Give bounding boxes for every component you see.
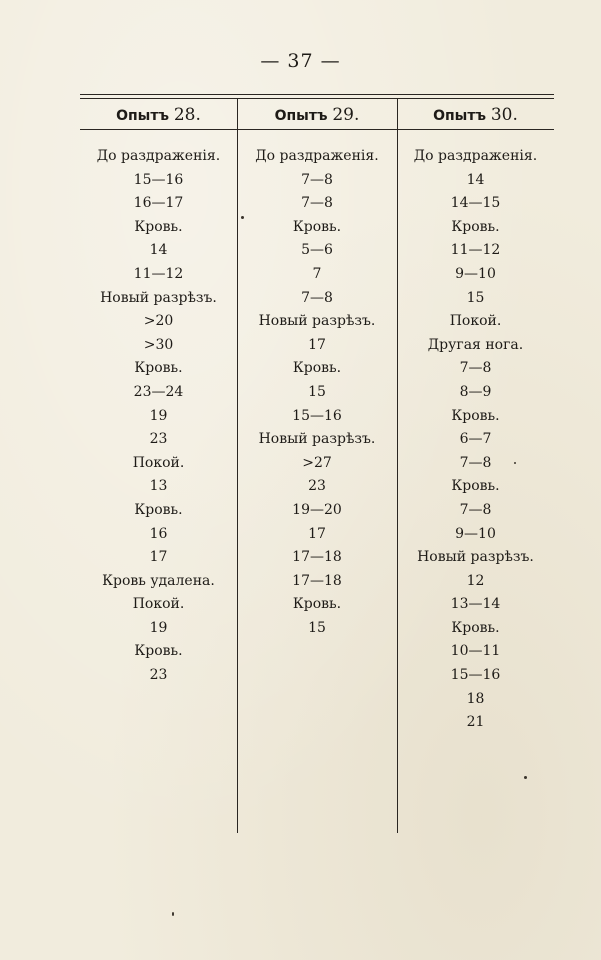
paper-speck	[514, 462, 516, 464]
table-cell: Новый разрѣзъ.	[100, 289, 217, 306]
column-header-title: Опытъ	[433, 108, 486, 124]
table-cell: 15	[308, 383, 326, 400]
column-experiment-29	[237, 145, 397, 640]
table-cell: 21	[466, 714, 485, 731]
table-cell: 15—16	[133, 171, 184, 188]
table-cell: 7—8	[301, 171, 333, 188]
paper-speck	[241, 216, 244, 219]
table-cell: 5—6	[301, 242, 333, 259]
table-header-rule	[80, 129, 554, 130]
table-cell: 23	[149, 431, 168, 448]
table-cell: Кровь.	[292, 596, 342, 613]
column-header-number: 29.	[332, 105, 360, 125]
table-cell: >20	[143, 313, 174, 330]
table-cell: 9—10	[455, 265, 496, 282]
table-cell: Кровь.	[451, 619, 500, 636]
table-cell: Кровь.	[451, 218, 500, 235]
table-cell: Новый разрѣзъ.	[417, 549, 534, 566]
column-header-title: Опытъ	[274, 108, 328, 124]
table-cell: 17—18	[292, 549, 342, 566]
table-cell: 17	[308, 336, 326, 353]
table-cell: >30	[143, 336, 174, 353]
table-cell: 11—12	[133, 265, 184, 282]
table-cell: 16—17	[133, 195, 184, 212]
paper-speck	[524, 776, 527, 779]
table-cell: 17	[149, 549, 168, 566]
table-cell: 23	[149, 667, 168, 684]
paper-speck	[172, 912, 174, 916]
table-cell: 7—8	[301, 289, 333, 306]
column-header-experiment-30	[397, 102, 554, 128]
table-top-rule-outer	[80, 94, 554, 95]
table-cell: 7—8	[459, 360, 492, 377]
column-header-experiment-28	[80, 102, 237, 128]
table-cell: 19	[149, 407, 168, 424]
column-header-number: 28.	[173, 105, 201, 125]
table-cell: Новый разрѣзъ.	[258, 431, 376, 448]
table-cell: 23	[308, 478, 326, 495]
table-cell: До раздраженія.	[255, 148, 379, 164]
table-cell: 15	[308, 619, 326, 636]
table-cell: 18	[466, 690, 485, 707]
table-cell: 14—15	[450, 195, 501, 212]
table-cell: 13—14	[450, 596, 501, 613]
table-cell: 15—16	[450, 667, 501, 684]
table-cell: 17	[308, 525, 326, 542]
table-cell: До раздраженія.	[96, 148, 221, 164]
table-cell: 7	[312, 265, 322, 282]
table-cell: 7—8	[459, 501, 492, 518]
table-cell: 19—20	[292, 501, 342, 518]
column-header-number: 30.	[490, 105, 518, 125]
table-cell: 15	[466, 289, 485, 306]
table-cell: 8—9	[459, 383, 492, 400]
table-cell: Кровь.	[134, 643, 183, 660]
table-cell: 14	[466, 171, 485, 188]
table-cell: Кровь.	[451, 478, 500, 495]
table-cell: Кровь.	[451, 407, 500, 424]
table-cell: 9—10	[455, 525, 496, 542]
table-cell: 14	[149, 242, 168, 259]
table-cell: Кровь.	[134, 218, 183, 235]
table-cell: Кровь удалена.	[102, 572, 215, 589]
table-cell: 15—16	[292, 407, 342, 424]
table-cell: 10—11	[450, 643, 501, 660]
table-cell: 17—18	[292, 572, 342, 589]
table-cell: 7—8	[459, 454, 492, 471]
table-cell: 13	[149, 478, 168, 495]
table-cell: 19	[149, 619, 168, 636]
table-cell: Новый разрѣзъ.	[258, 313, 376, 330]
page-number: — 37 —	[260, 50, 341, 72]
table-cell: Кровь.	[292, 218, 342, 235]
table-top-rule-inner	[80, 98, 554, 99]
table-cell: Покой.	[449, 313, 502, 330]
table-cell: Покой.	[132, 454, 185, 471]
column-header-experiment-29	[237, 102, 397, 128]
table-cell: 7—8	[301, 195, 333, 212]
table-cell: 6—7	[459, 431, 492, 448]
table-cell: 23—24	[133, 383, 184, 400]
table-cell: Покой.	[132, 596, 185, 613]
table-cell: 11—12	[450, 242, 501, 259]
table-cell: 12	[466, 572, 485, 589]
table-cell: Кровь.	[134, 501, 183, 518]
column-experiment-30	[397, 145, 554, 735]
column-experiment-28	[80, 145, 237, 688]
table-cell: Кровь.	[292, 360, 342, 377]
table-cell: 16	[149, 525, 168, 542]
table-cell: До раздраженія.	[413, 148, 538, 164]
table-cell: Кровь.	[134, 360, 183, 377]
table-cell: Другая нога.	[427, 336, 524, 353]
table-cell: >27	[302, 454, 332, 471]
column-header-title: Опытъ	[116, 108, 169, 124]
